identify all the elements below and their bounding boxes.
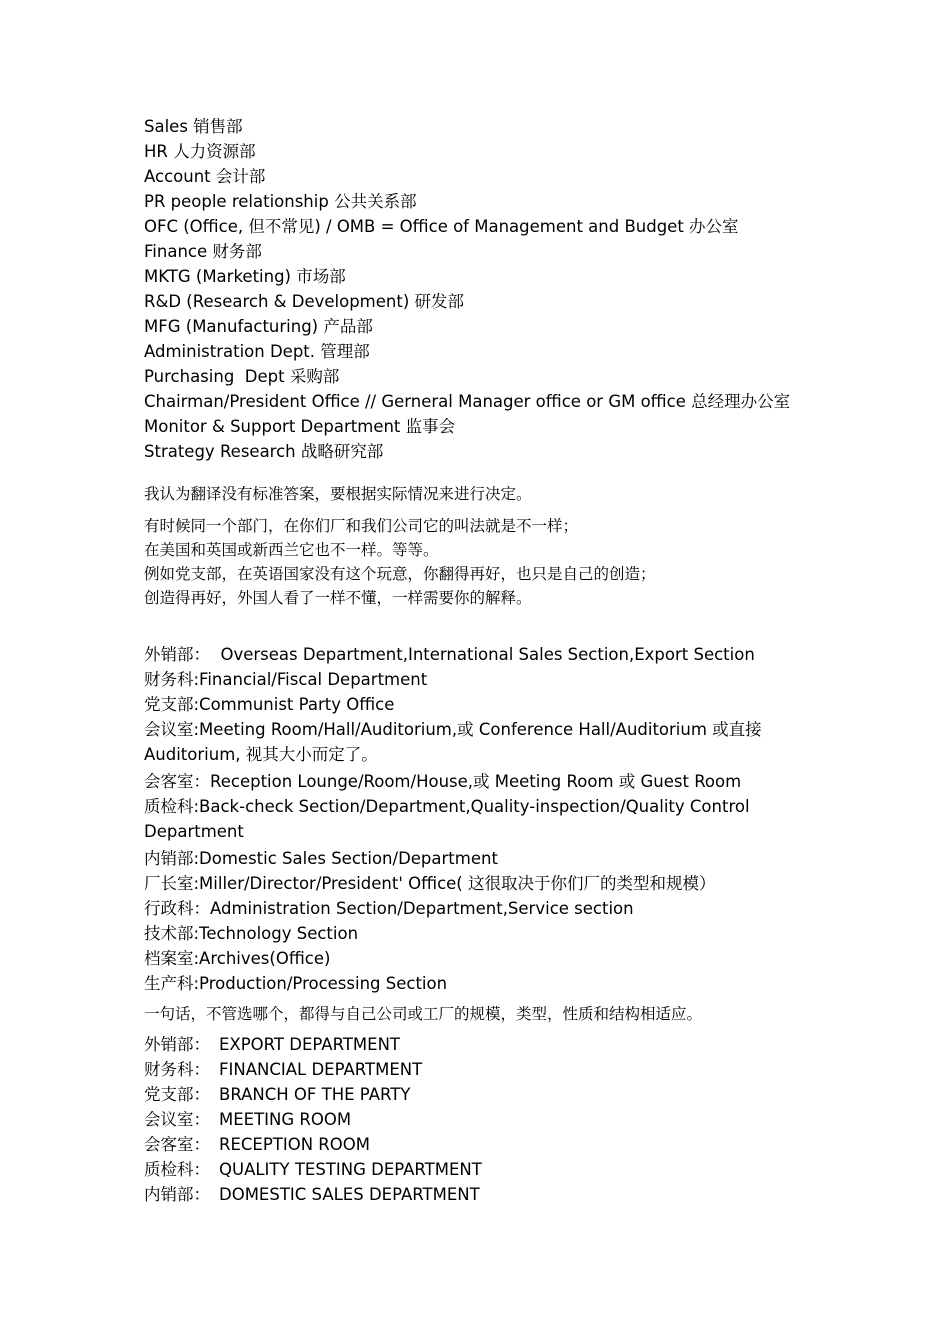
- list-item: [144, 1182, 824, 1207]
- list-item: 内销部:Domestic Sales Section/Department: [144, 849, 498, 868]
- opinion-paragraph: 我认为翻译没有标准答案，要根据实际情况来进行决定。: [144, 485, 532, 503]
- department-zh: 内销部：: [144, 1185, 210, 1204]
- list-item: HR 人力资源部: [144, 142, 256, 161]
- translations-list: [144, 642, 824, 996]
- list-item: 档案室:Archives(Office): [144, 949, 331, 968]
- department-en: EXPORT DEPARTMENT: [219, 1035, 400, 1054]
- list-item: PR people relationship 公共关系部: [144, 192, 417, 211]
- list-item: 会议室:Meeting Room/Hall/Auditorium,或 Conference Hall/Auditorium 或直接 Auditorium, 视其大小而定了。: [144, 720, 762, 764]
- list-item: 质检科:Back-check Section/Department,Quality-inspection/Quality Control Department: [144, 797, 750, 841]
- department-en: RECEPTION ROOM: [219, 1135, 370, 1154]
- list-item: 技术部:Technology Section: [144, 924, 359, 943]
- list-item: 生产科:Production/Processing Section: [144, 974, 448, 993]
- list-item: Sales 销售部: [144, 117, 243, 136]
- department-en: FINANCIAL DEPARTMENT: [219, 1060, 423, 1079]
- list-item: Administration Dept. 管理部: [144, 342, 370, 361]
- list-item: [144, 1082, 824, 1107]
- department-zh: 党支部：: [144, 1085, 210, 1104]
- department-en: BRANCH OF THE PARTY: [219, 1085, 411, 1104]
- department-en: QUALITY TESTING DEPARTMENT: [219, 1160, 482, 1179]
- list-item: Finance 财务部: [144, 242, 262, 261]
- document-page: [144, 114, 824, 1207]
- list-item: R&D (Research & Development) 研发部: [144, 292, 465, 311]
- department-zh: 外销部：: [144, 1035, 210, 1054]
- list-item: Strategy Research 战略研究部: [144, 442, 384, 461]
- department-zh: 会议室：: [144, 1110, 210, 1129]
- explanation-paragraph: [144, 514, 824, 610]
- list-item: 行政科：Administration Section/Department,Service section: [144, 899, 634, 918]
- list-item: MKTG (Marketing) 市场部: [144, 267, 346, 286]
- text-line: 例如党支部，在英语国家没有这个玩意，你翻得再好，也只是自己的创造；: [144, 565, 656, 583]
- list-item: [144, 1107, 824, 1132]
- department-en: MEETING ROOM: [219, 1110, 352, 1129]
- list-item: Monitor & Support Department 监事会: [144, 417, 456, 436]
- text-line: 有时候同一个部门，在你们厂和我们公司它的叫法就是不一样；: [144, 517, 579, 535]
- list-item: [144, 1132, 824, 1157]
- departments-list: [144, 114, 824, 464]
- list-item: 会客室：Reception Lounge/Room/House,或 Meeting Room 或 Guest Room: [144, 772, 742, 791]
- text-line: 创造得再好，外国人看了一样不懂，一样需要你的解释。: [144, 589, 532, 607]
- list-item: [144, 1157, 824, 1182]
- list-item: MFG (Manufacturing) 产品部: [144, 317, 373, 336]
- department-en: DOMESTIC SALES DEPARTMENT: [219, 1185, 480, 1204]
- list-item: 厂长室:Miller/Director/President' Office( 这很取决于你们厂的类型和规模）: [144, 874, 716, 893]
- list-item: OFC (Office, 但不常见) / OMB = Office of Management and Budget 办公室: [144, 217, 739, 236]
- department-zh: 财务科：: [144, 1060, 210, 1079]
- list-item: 党支部:Communist Party Office: [144, 695, 395, 714]
- list-item: Account 会计部: [144, 167, 266, 186]
- text-line: 在美国和英国或新西兰它也不一样。等等。: [144, 541, 439, 559]
- department-zh: 会客室：: [144, 1135, 210, 1154]
- list-item: [144, 1032, 824, 1057]
- list-item: Chairman/President Office // Gerneral Manager office or GM office 总经理办公室: [144, 392, 791, 411]
- uppercase-list: [144, 1032, 824, 1207]
- list-item: Purchasing Dept 采购部: [144, 367, 340, 386]
- department-zh: 质检科：: [144, 1160, 210, 1179]
- list-item: 财务科:Financial/Fiscal Department: [144, 670, 428, 689]
- list-item: 外销部： Overseas Department,International Sales Section,Export Section: [144, 645, 755, 664]
- list-item: [144, 1057, 824, 1082]
- summary-paragraph: 一句话，不管选哪个，都得与自己公司或工厂的规模，类型，性质和结构相适应。: [144, 1005, 703, 1023]
